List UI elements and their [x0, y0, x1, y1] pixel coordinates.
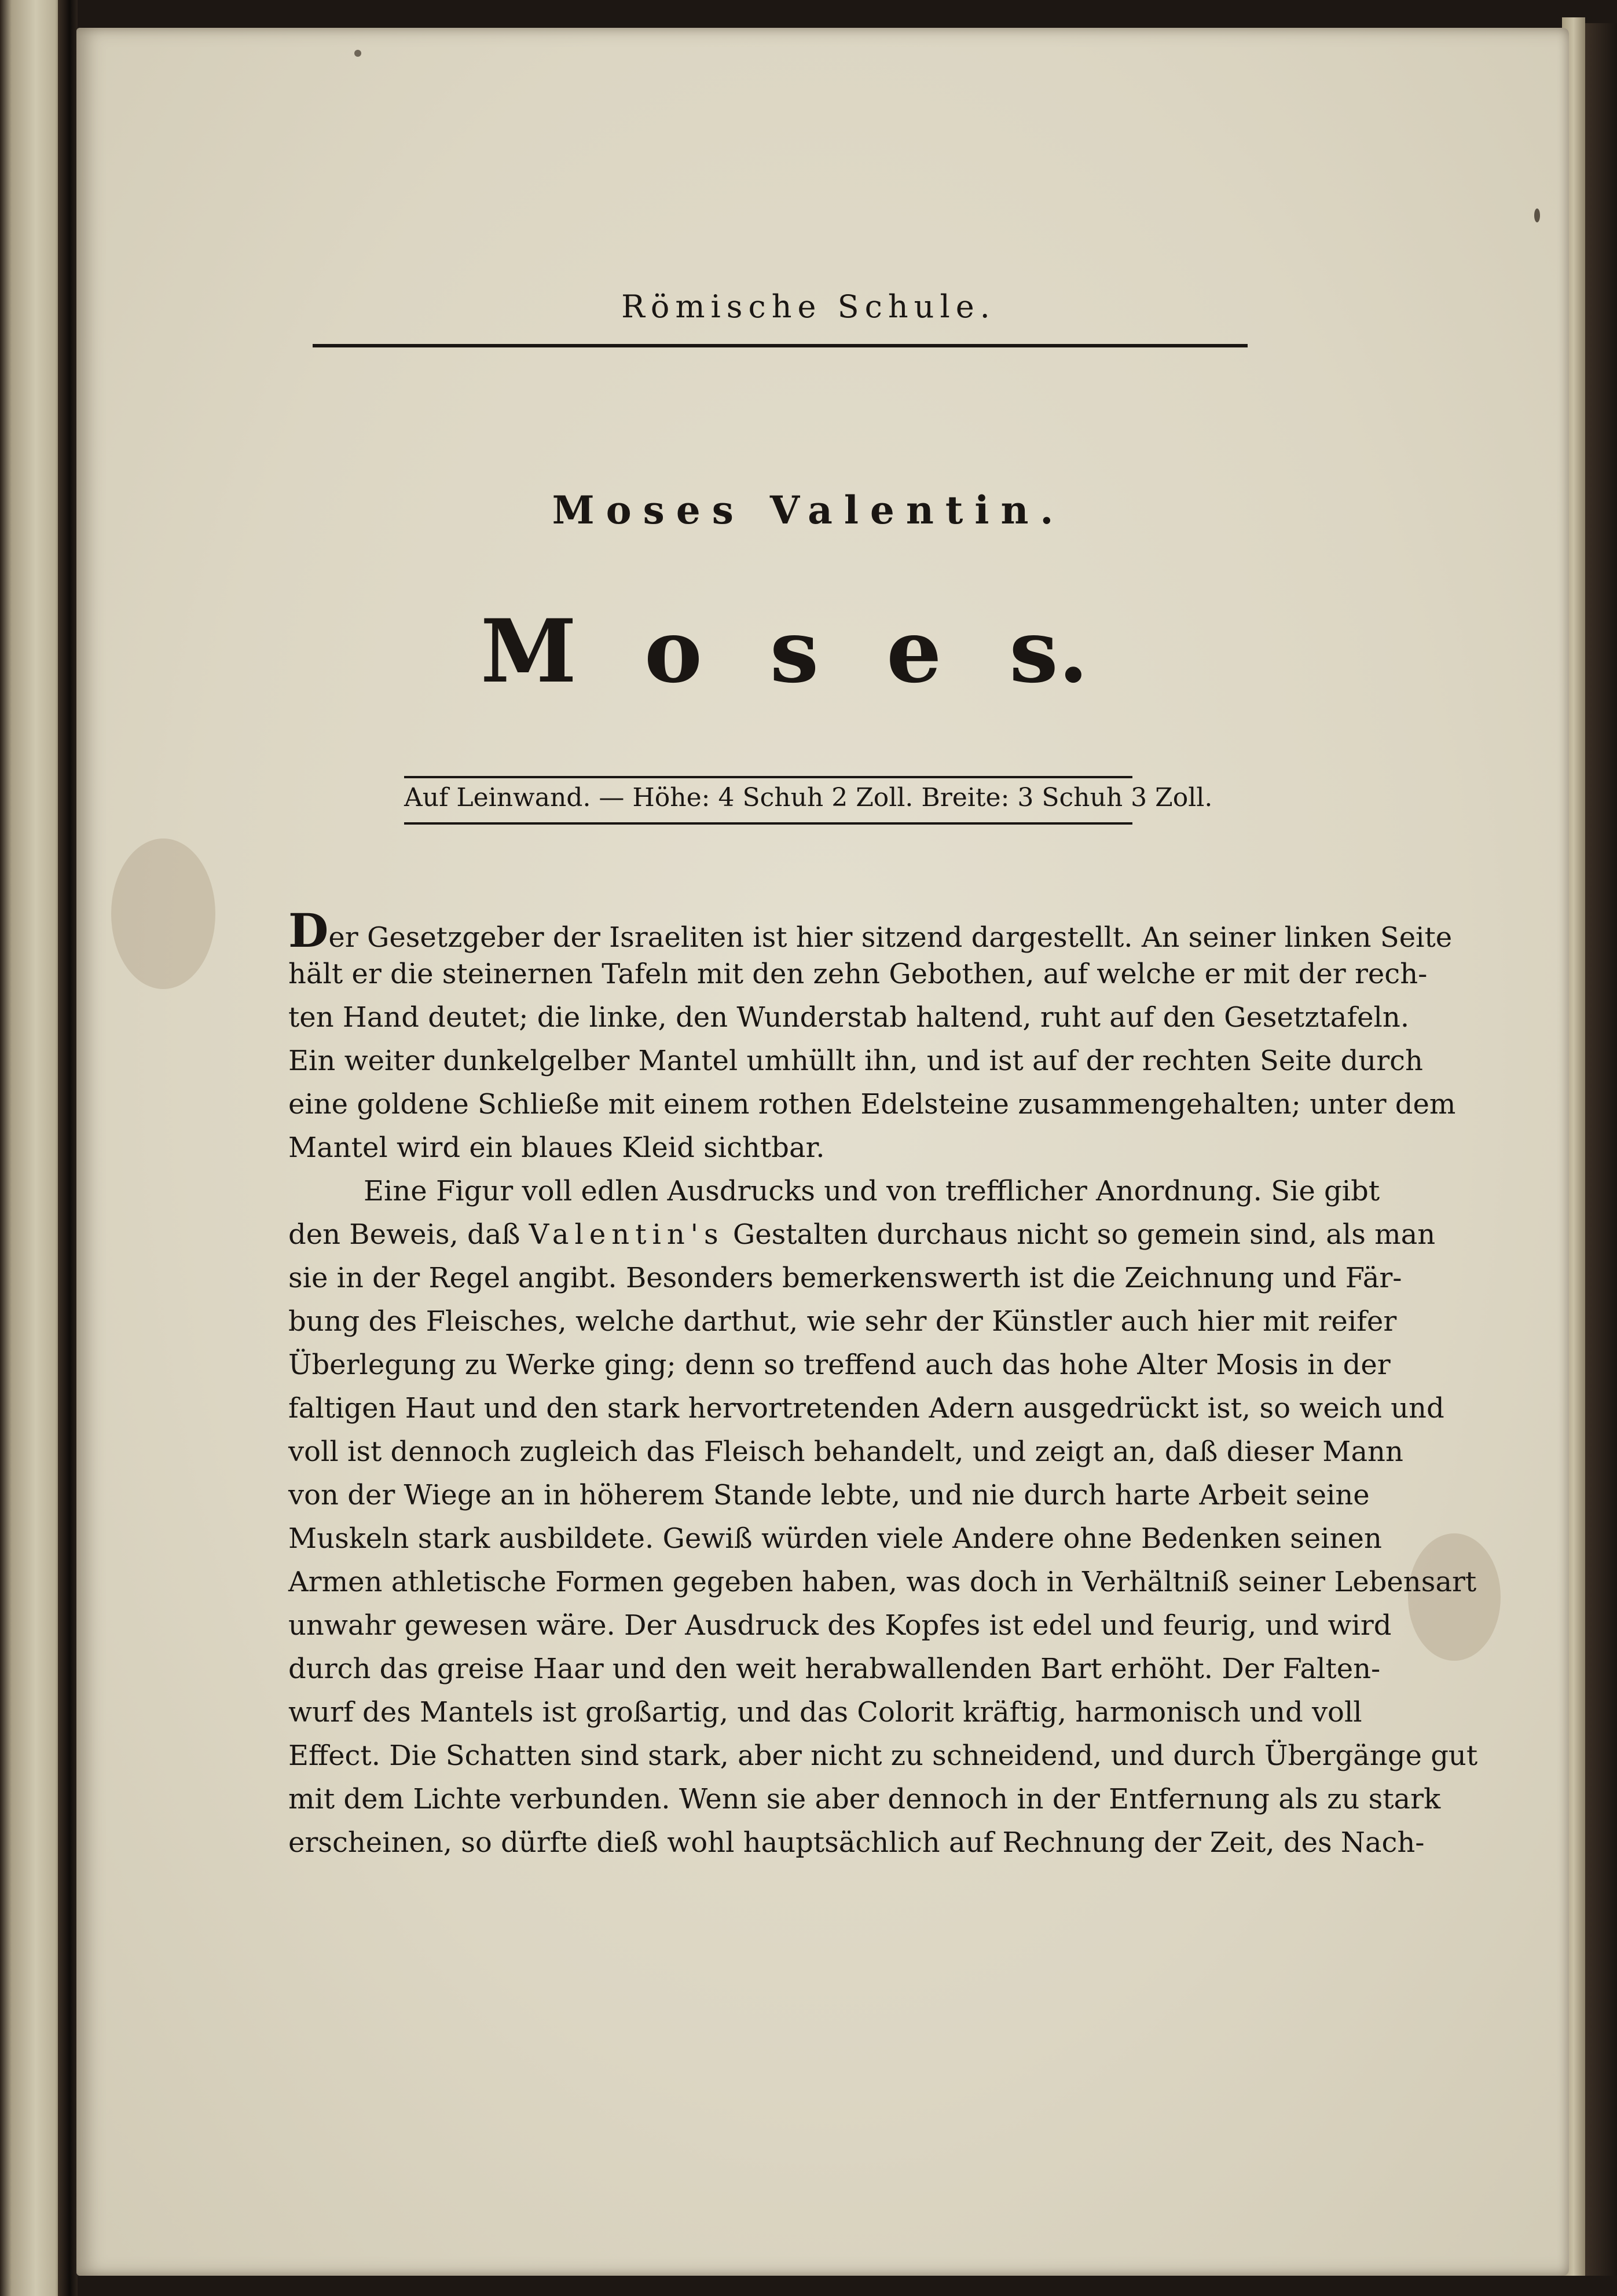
text-line: Ein weiter dunkelgelber Mantel umhüllt ihn, und ist auf der rechten Seite durch	[288, 1045, 1423, 1077]
text-line: voll ist dennoch zugleich das Fleisch behandelt, und zeigt an, daß dieser Mann	[288, 1436, 1403, 1468]
foxing-stain	[111, 838, 215, 989]
spec-rule-top	[404, 776, 1132, 778]
drop-cap: D	[288, 903, 329, 958]
text-line: wurf des Mantels ist großartig, und das Colorit kräftig, harmonisch und voll	[288, 1696, 1362, 1729]
text-line: eine goldene Schließe mit einem rothen Edelsteine zusammengehalten; unter dem	[288, 1088, 1456, 1120]
artist-name-inline: Valentin's	[529, 1218, 724, 1251]
text-line: Mantel wird ein blaues Kleid sichtbar.	[288, 1131, 825, 1164]
text-line: mit dem Lichte verbunden. Wenn sie aber dennoch in der Entfernung als zu stark	[288, 1783, 1441, 1815]
header-rule	[313, 344, 1248, 347]
spec-rule-bottom	[404, 822, 1132, 825]
ink-speck	[1534, 208, 1540, 222]
text-line: bung des Fleisches, welche darthut, wie sehr der Künstler auch hier mit reifer	[288, 1305, 1397, 1338]
text-line: Überlegung zu Werke ging; denn so treffend auch das hohe Alter Mosis in der	[288, 1349, 1391, 1381]
text-line: durch das greise Haar und den weit herabwallenden Bart erhöht. Der Falten-	[288, 1653, 1381, 1685]
text-line: erscheinen, so dürfte dieß wohl hauptsächlich auf Rechnung der Zeit, des Nach-	[288, 1826, 1425, 1859]
text-line	[288, 1213, 1436, 1257]
previous-page-edge	[0, 0, 65, 2296]
text-line: sie in der Regel angibt. Besonders bemerkenswerth ist die Zeichnung und Fär-	[288, 1262, 1402, 1294]
text-line	[288, 903, 1453, 958]
text-line: Armen athletische Formen gegeben haben, was doch in Verhältniß seiner Lebensart	[288, 1566, 1477, 1598]
title-letter: M	[481, 600, 577, 702]
book-gutter	[58, 0, 78, 2296]
text-run: den Beweis, daß	[288, 1218, 520, 1251]
title-letter: s.	[1009, 600, 1088, 702]
title-letter: s	[769, 600, 819, 702]
text-run: Gestalten durchaus nicht so gemein sind, als man	[732, 1218, 1436, 1251]
text-line: Muskeln stark ausbildete. Gewiß würden viele Andere ohne Bedenken seinen	[288, 1522, 1382, 1555]
body-text	[288, 903, 1478, 1865]
artist-name: Moses Valentin.	[552, 488, 1065, 533]
text-line: Effect. Die Schatten sind stark, aber nicht zu schneidend, und durch Übergänge gut	[288, 1740, 1478, 1772]
text-line: Eine Figur voll edlen Ausdrucks und von trefflicher Anordnung. Sie gibt	[364, 1175, 1380, 1207]
title-letter: o	[644, 600, 702, 702]
artwork-specification: Auf Leinwand. — Höhe: 4 Schuh 2 Zoll. Breite: 3 Schuh 3 Zoll.	[404, 783, 1213, 812]
running-head: Römische Schule.	[621, 288, 996, 325]
book-cover-edge	[1585, 23, 1617, 2276]
text-line: ten Hand deutet; die linke, den Wunderstab haltend, ruht auf den Gesetztafeln.	[288, 1001, 1410, 1034]
artwork-title	[481, 600, 1088, 702]
text-run: er Gesetzgeber der Israeliten ist hier sitzend dargestellt. An seiner linken Seite	[328, 921, 1453, 954]
text-line: hält er die steinernen Tafeln mit den zehn Gebothen, auf welche er mit der rech-	[288, 958, 1428, 990]
text-line: faltigen Haut und den stark hervortretenden Adern ausgedrückt ist, so weich und	[288, 1392, 1444, 1425]
ink-speck	[354, 50, 361, 57]
text-line: von der Wiege an in höherem Stande lebte, und nie durch harte Arbeit seine	[288, 1479, 1370, 1511]
text-line: unwahr gewesen wäre. Der Ausdruck des Kopfes ist edel und feurig, und wird	[288, 1609, 1392, 1642]
title-letter: e	[886, 600, 942, 702]
